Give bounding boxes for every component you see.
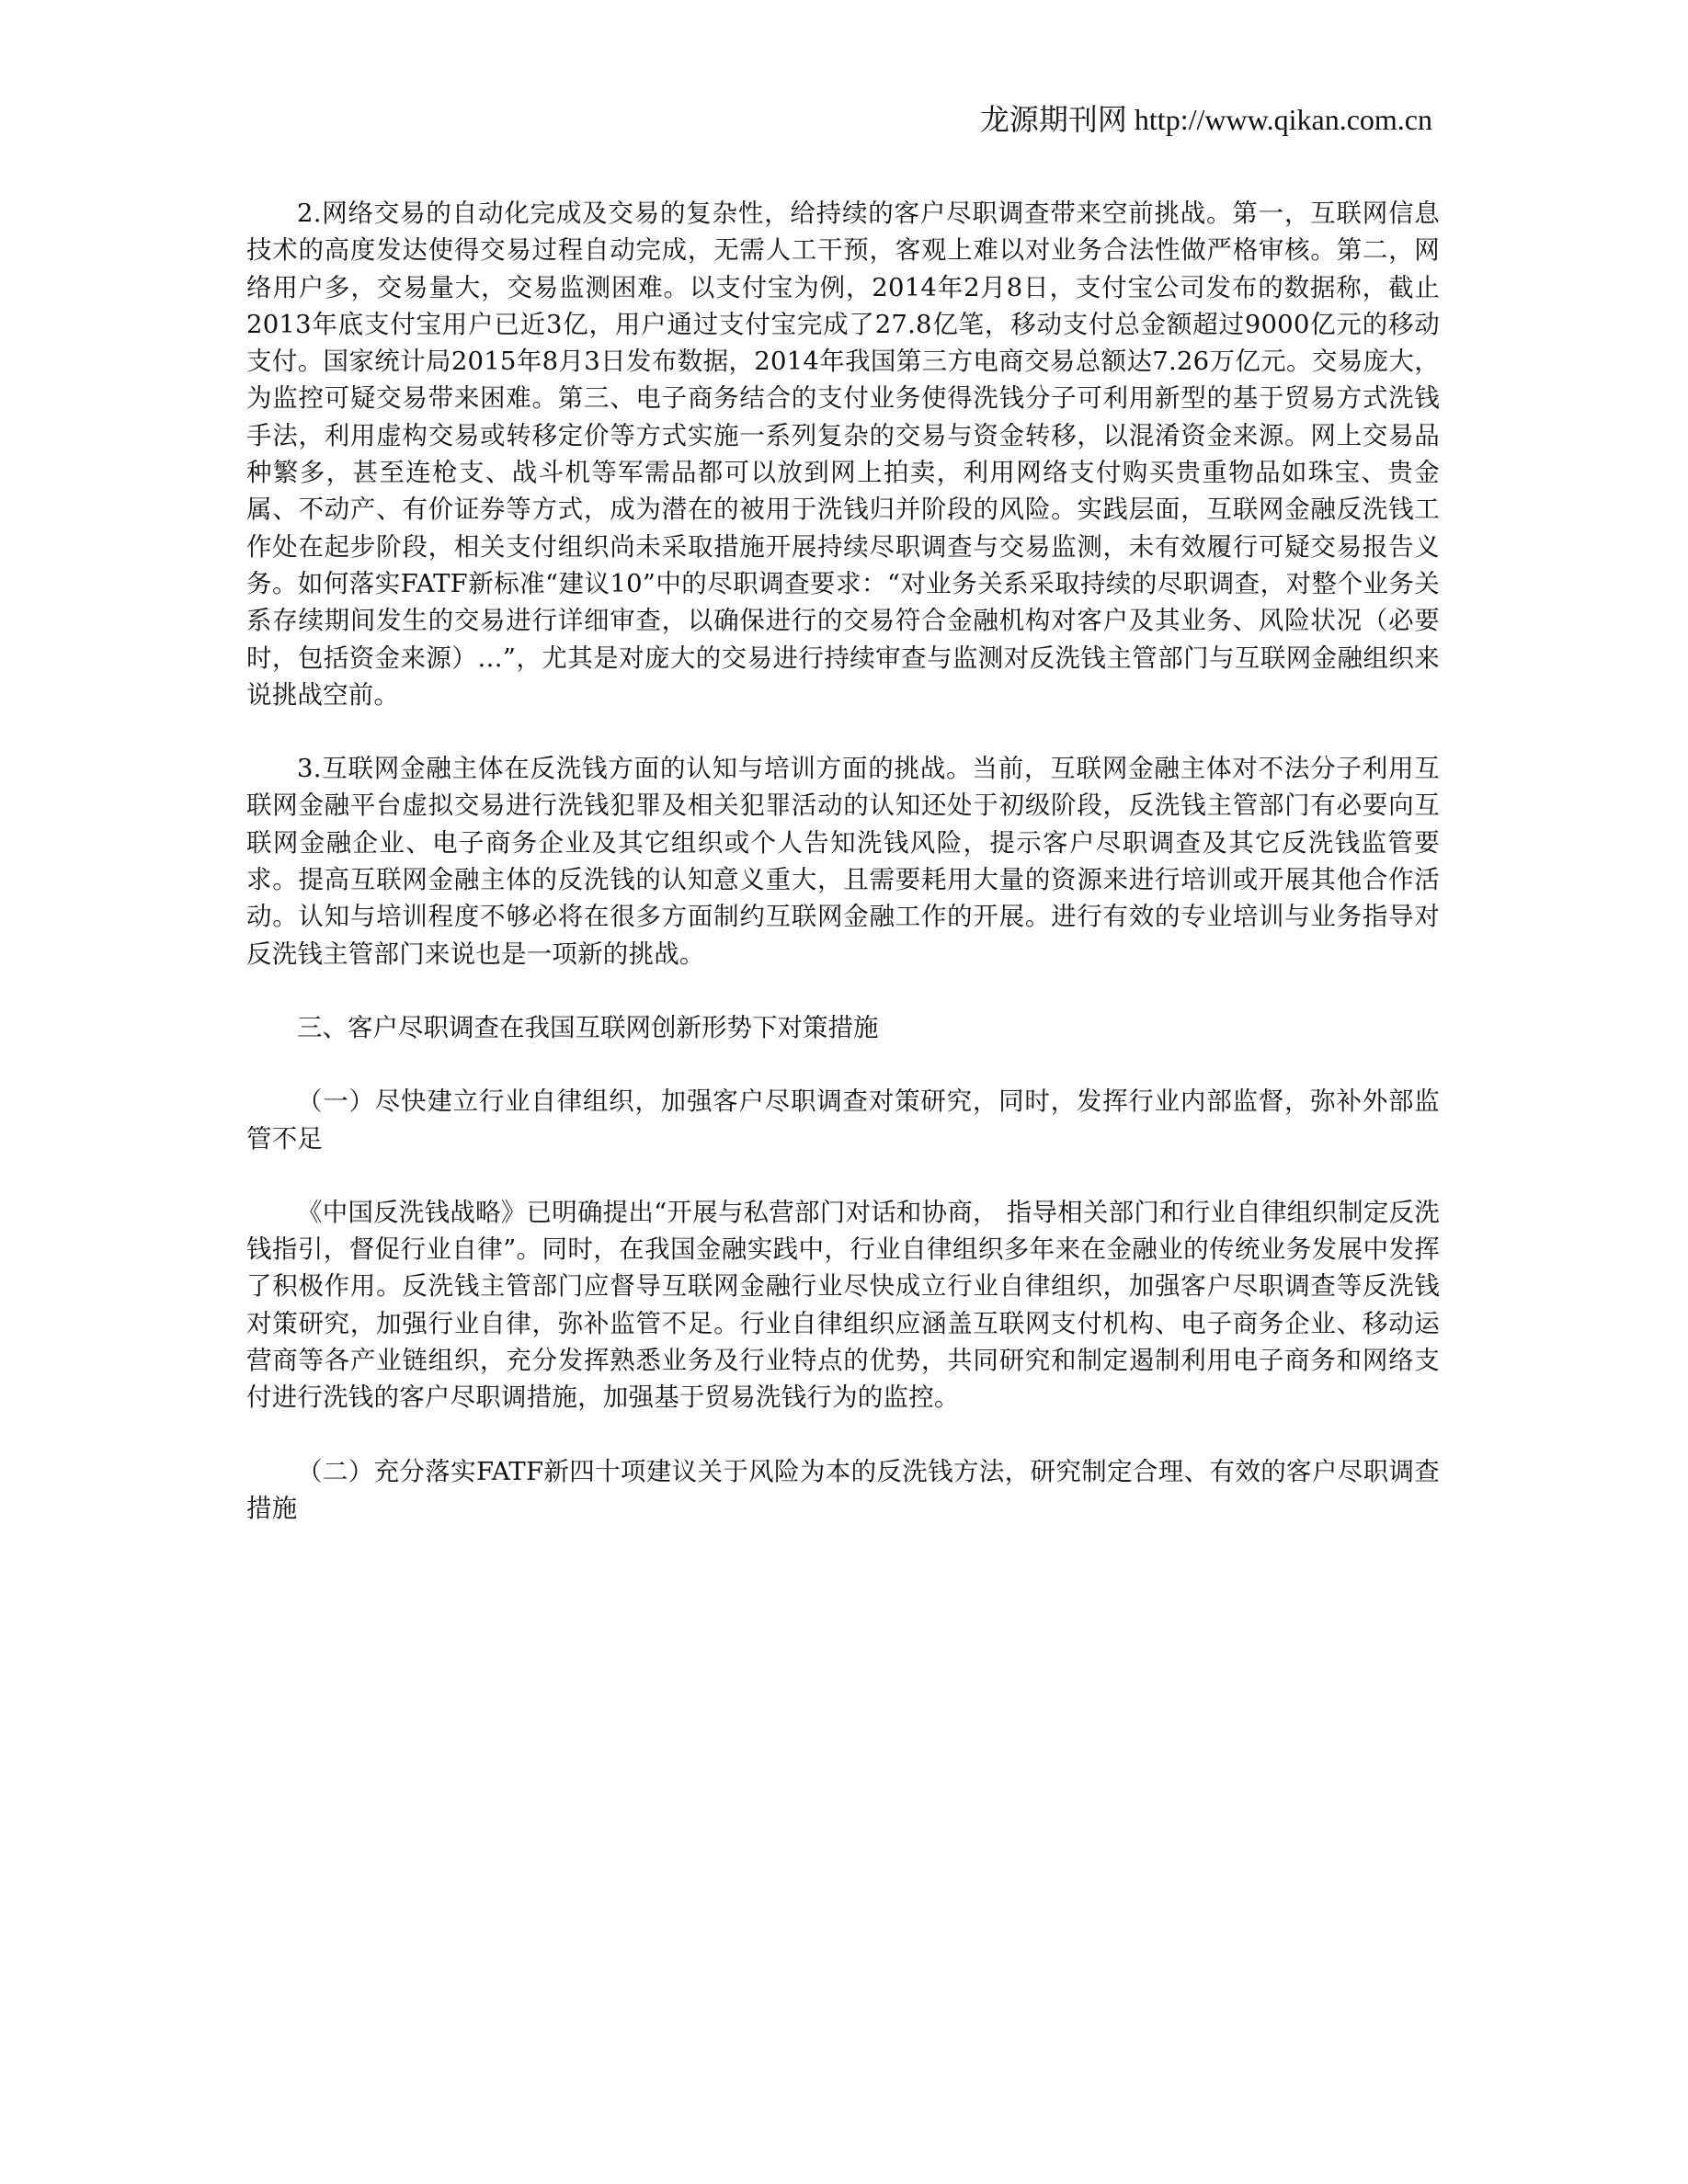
paragraph-self-regulation: 《中国反洗钱战略》已明确提出“开展与私营部门对话和协商， 指导相关部门和行业自律组织制定反洗钱指引，督促行业自律”。同时，在我国金融实践中，行业自律组织多年来在金融业的传统业务发展中发挥了积极作用。反洗钱主管部门应督导互联网金融行业尽快成立行业自律组织，加强客户尽职调查等反洗钱对策研究，加强行业自律，弥补监管不足。行业自律组织应涵盖互联网支付机构、电子商务企业、移动运营商等各产业链组织，充分发挥熟悉业务及行业特点的优势，共同研究和制定遏制利用电子商务和网络支付进行洗钱的客户尽职调措施，加强基于贸易洗钱行为的监控。 <box>246 1197 1440 1413</box>
site-name: 龙源期刊网 <box>979 103 1127 136</box>
section-heading: 三、客户尽职调查在我国互联网创新形势下对策措施 <box>297 1012 879 1042</box>
site-url[interactable]: http://www.qikan.com.cn <box>1134 103 1432 136</box>
page-header <box>980 99 1432 140</box>
subsection-heading-1: （一）尽快建立行业自律组织，加强客户尽职调查对策研究，同时，发挥行业内部监督，弥补外部监管不足 <box>246 1086 1440 1154</box>
paragraph-challenge-2: 2.网络交易的自动化完成及交易的复杂性，给持续的客户尽职调查带来空前挑战。第一，互联网信息技术的高度发达使得交易过程自动完成，无需人工干预，客观上难以对业务合法性做严格审核。第二，网络用户多，交易量大，交易监测困难。以支付宝为例，2014年2月8日，支付宝公司发布的数据称，截止2013年底支付宝用户已近3亿，用户通过支付宝完成了27.8亿笔，移动支付总金额超过9000亿元的移动支付。国家统计局2015年8月3日发布数据，2014年我国第三方电商交易总额达7.26万亿元。交易庞大，为监控可疑交易带来困难。第三、电子商务结合的支付业务使得洗钱分子可利用新型的基于贸易方式洗钱手法，利用虚构交易或转移定价等方式实施一系列复杂的交易与资金转移，以混淆资金来源。网上交易品种繁多，甚至连枪支、战斗机等军需品都可以放到网上拍卖，利用网络支付购买贵重物品如珠宝、贵金属、不动产、有价证券等方式，成为潜在的被用于洗钱归并阶段的风险。实践层面，互联网金融反洗钱工作处在起步阶段，相关支付组织尚未采取措施开展持续尽职调查与交易监测，未有效履行可疑交易报告义务。如何落实FATF新标准“建议10”中的尽职调查要求：“对业务关系采取持续的尽职调查，对整个业务关系存续期间发生的交易进行详细审查，以确保进行的交易符合金融机构对客户及其业务、风险状况（必要时，包括资金来源）…”，尤其是对庞大的交易进行持续审查与监测对反洗钱主管部门与互联网金融组织来说挑战空前。 <box>246 199 1440 710</box>
subsection-heading-2: （二）充分落实FATF新四十项建议关于风险为本的反洗钱方法，研究制定合理、有效的客户尽职调查措施 <box>246 1456 1440 1523</box>
paragraph-challenge-3: 3.互联网金融主体在反洗钱方面的认知与培训方面的挑战。当前，互联网金融主体对不法分子利用互联网金融平台虚拟交易进行洗钱犯罪及相关犯罪活动的认知还处于初级阶段，反洗钱主管部门有必要向互联网金融企业、电子商务企业及其它组织或个人告知洗钱风险，提示客户尽职调查及其它反洗钱监管要求。提高互联网金融主体的反洗钱的认知意义重大，且需要耗用大量的资源来进行培训或开展其他合作活动。认知与培训程度不够必将在很多方面制约互联网金融工作的开展。进行有效的专业培训与业务指导对反洗钱主管部门来说也是一项新的挑战。 <box>246 754 1440 969</box>
paragraph-spacer <box>246 1046 1440 1083</box>
paragraph-spacer <box>246 713 1440 750</box>
document-body <box>246 195 1440 1527</box>
paragraph-spacer <box>246 1157 1440 1194</box>
paragraph-spacer <box>246 973 1440 1009</box>
paragraph-spacer <box>246 1416 1440 1453</box>
